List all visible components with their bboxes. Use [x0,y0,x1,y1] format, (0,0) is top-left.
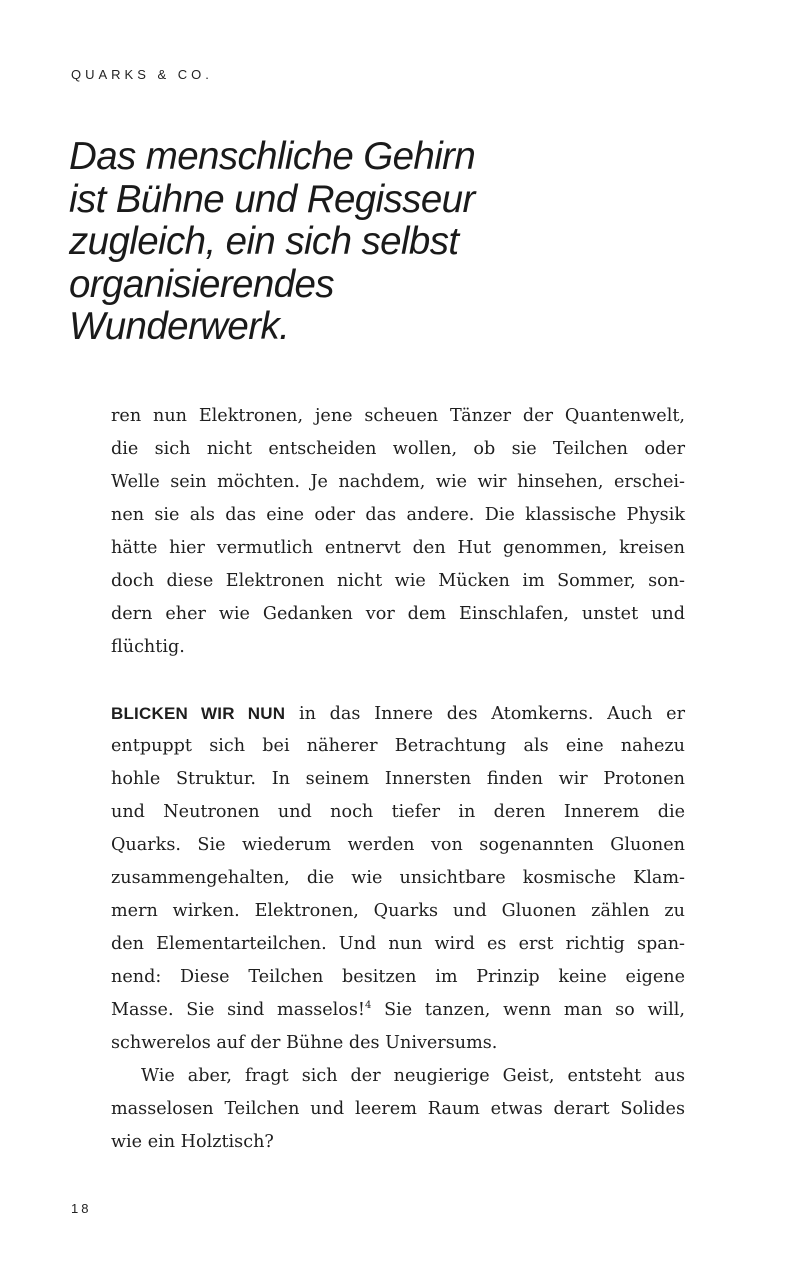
text-line: Welle sein möchten. Je nachdem, wie wir hinsehen, erschei- [111,472,685,492]
text-line: Wie aber, fragt sich der neugierige Geist, entsteht aus [141,1066,685,1086]
text-line: die sich nicht entscheiden wollen, ob sie Teilchen oder [111,439,685,459]
text-line: zusammengehalten, die wie unsichtbare kosmische Klam- [111,868,685,888]
paragraph-gap [111,664,685,697]
text-line: ren nun Elektronen, jene scheuen Tänzer der Quantenwelt, [111,406,685,426]
paragraph-3 [111,1060,685,1159]
running-head: QUARKS & CO. [71,67,213,82]
footnote-line-after: Sie tanzen, wenn man so will, [371,1000,685,1020]
text-line: wie ein Holztisch? [111,1132,274,1152]
text-line: entpuppt sich bei näherer Betrachtung als eine nahezu [111,736,685,756]
body-text [111,400,685,1159]
text-line: doch diese Elektronen nicht wie Mücken im Sommer, son- [111,571,685,591]
text-line-runin [111,697,685,730]
text-line: hätte hier vermutlich entnervt den Hut genommen, kreisen [111,538,685,558]
pull-quote-line: organisierendes [69,262,334,306]
footnote-line-before: Masse. Sie sind masselos! [111,1000,365,1020]
runin-line-rest: in das Innere des Atomkerns. Auch er [285,704,685,724]
pull-quote [69,136,569,349]
text-line: und Neutronen und noch tiefer in deren Innerem die [111,802,685,822]
text-line: Quarks. Sie wiederum werden von sogenannten Gluonen [111,835,685,855]
text-line-footnote [111,994,685,1027]
text-line: hohle Struktur. In seinem Innersten finden wir Protonen [111,769,685,789]
text-line: nen sie als das eine oder das andere. Die klassische Physik [111,505,685,525]
text-line: schwerelos auf der Bühne des Universums. [111,1033,498,1053]
text-line: flüchtig. [111,637,185,657]
runin-heading: BLICKEN WIR NUN [111,704,286,723]
text-line: masselosen Teilchen und leerem Raum etwas derart Solides [111,1099,685,1119]
text-line: dern eher wie Gedanken vor dem Einschlafen, unstet und [111,604,685,624]
paragraph-1 [111,400,685,664]
text-line: mern wirken. Elektronen, Quarks und Gluonen zählen zu [111,901,685,921]
paragraph-2 [111,697,685,1060]
footnote-mark: 4 [365,1000,372,1011]
text-line: den Elementarteilchen. Und nun wird es erst richtig span- [111,934,685,954]
pull-quote-line: Wunderwerk. [69,305,290,348]
pull-quote-line: ist Bühne und Regisseur [69,177,475,221]
pull-quote-line: zugleich, ein sich selbst [69,220,459,263]
page-number: 18 [71,1201,92,1216]
text-line: nend: Diese Teilchen besitzen im Prinzip keine eigene [111,967,685,987]
pull-quote-line: Das menschliche Gehirn [69,135,476,178]
